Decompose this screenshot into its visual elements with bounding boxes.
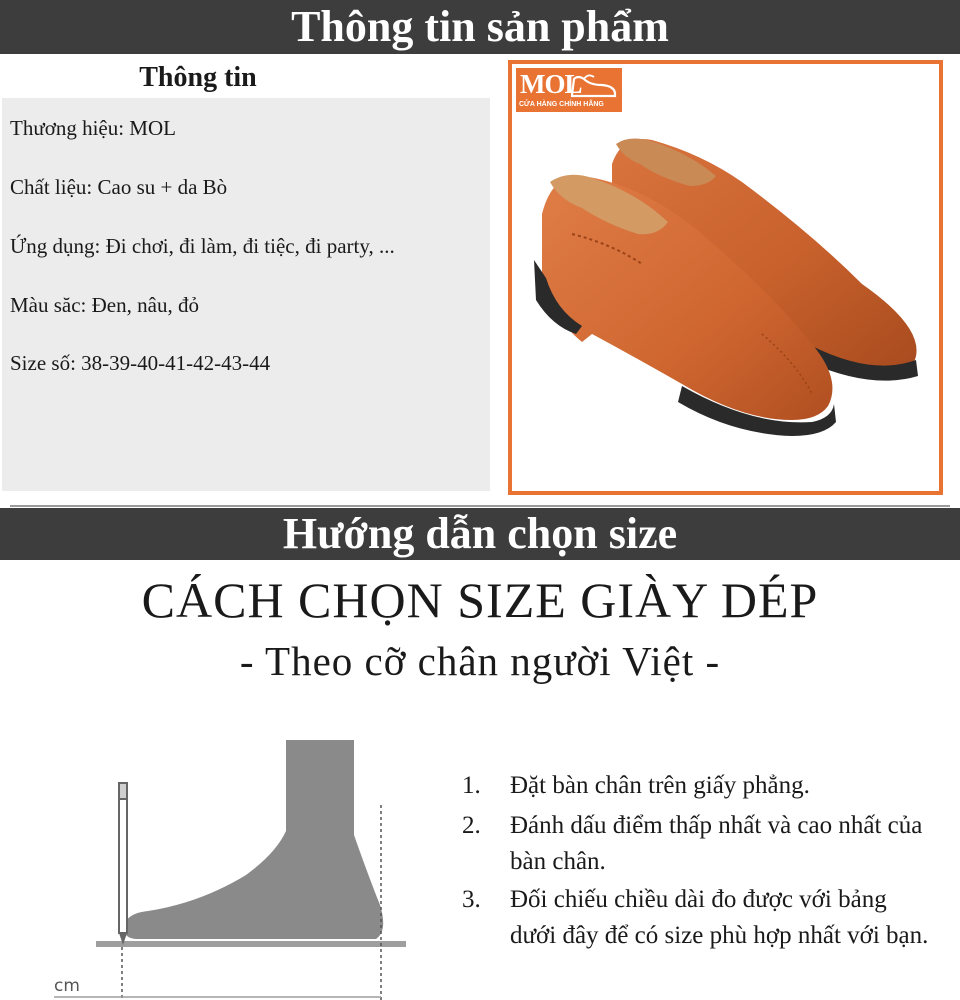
logo-brand-text: MOL xyxy=(520,69,582,99)
leather-shoes-image xyxy=(512,64,939,491)
floor-line xyxy=(96,941,406,947)
logo-tagline: CỬA HÀNG CHÍNH HÃNG xyxy=(519,101,604,108)
brand-line: Thương hiệu: MOL xyxy=(10,116,176,140)
info-heading: Thông tin xyxy=(139,62,257,93)
foot-icon xyxy=(124,740,383,939)
step-text: Đặt bàn chân trên giấy phẳng. xyxy=(510,772,810,799)
size-guide-banner: Hướng dẫn chọn size xyxy=(0,508,960,560)
foot-measurement-diagram xyxy=(50,735,420,1000)
step-number: 2. xyxy=(462,812,481,839)
info-panel xyxy=(2,98,490,491)
step-text: Đánh dấu điểm thấp nhất và cao nhất của bàn chân. xyxy=(510,812,923,875)
size-line: Size số: 38-39-40-41-42-43-44 xyxy=(10,351,271,375)
usage-line: Ứng dụng: Đi chơi, đi làm, đi tiệc, đi party, ... xyxy=(10,234,395,258)
section-divider xyxy=(10,505,950,507)
size-guide-title: CÁCH CHỌN SIZE GIÀY DÉP xyxy=(141,572,819,628)
unit-label: cm xyxy=(54,976,80,996)
step-text: Đối chiếu chiều dài đo được với bảng dưới đây để có size phù hợp nhất với bạn. xyxy=(510,886,929,949)
step-number: 3. xyxy=(462,886,481,913)
product-photo xyxy=(508,60,943,495)
color-line: Màu săc: Đen, nâu, đỏ xyxy=(10,293,199,317)
size-guide-subtitle: - Theo cỡ chân người Việt - xyxy=(239,638,721,684)
pencil-icon xyxy=(119,783,127,945)
step-number: 1. xyxy=(462,772,481,799)
product-info-banner: Thông tin sản phẩm xyxy=(0,0,960,54)
material-line: Chất liệu: Cao su + da Bò xyxy=(10,175,228,199)
